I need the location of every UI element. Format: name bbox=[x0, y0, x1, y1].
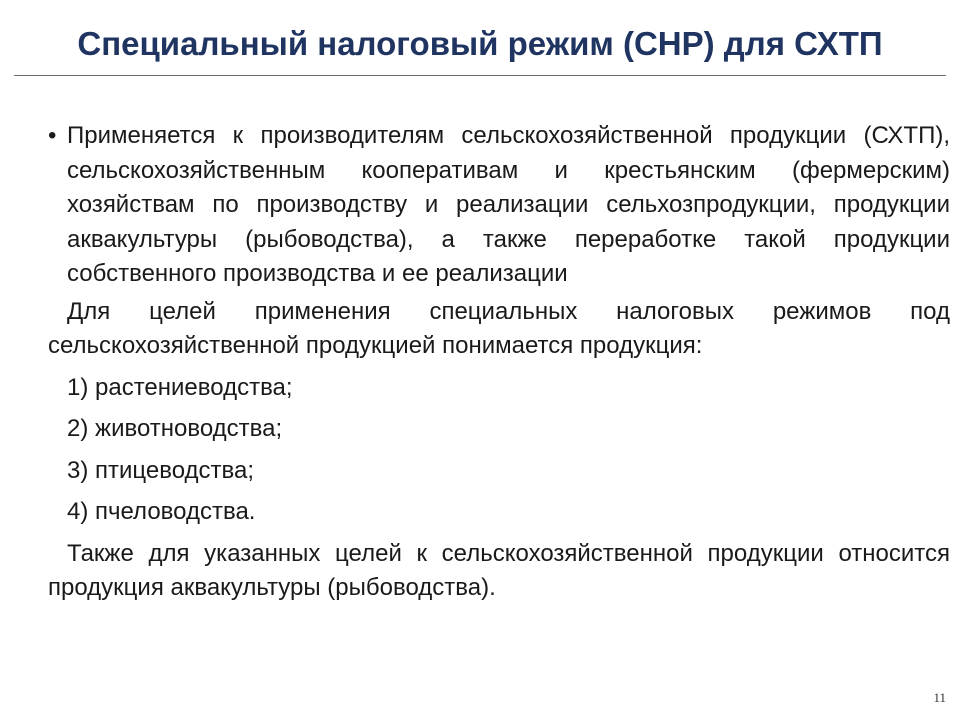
page-number: 11 bbox=[933, 690, 946, 705]
list-item: 3) птицеводства; bbox=[67, 456, 255, 484]
definition-paragraph: Для целей применения специальных налоговых режимов под сельскохозяйственной продукцией понимается продукция: bbox=[48, 297, 950, 359]
list-item: 2) животноводства; bbox=[67, 415, 283, 442]
list-item: 4) пчеловодства. bbox=[67, 498, 256, 525]
list-item: 1) растениеводства; bbox=[67, 373, 293, 401]
slide-title: Специальный налоговый режим (СНР) для СХТП bbox=[77, 25, 883, 62]
bullet-text: Применяется к производителям сельскохозяйственной продукции (СХТП), сельскохозяйственным кооперативам и крестьянским (фермерским) хозяйствам по производству и реализации сельхозпродукции, продукции аквакультуры (рыбоводства), а также переработке такой продукции собственного производства и ее реализации bbox=[67, 122, 950, 287]
title-divider bbox=[14, 75, 946, 76]
closing-paragraph: Также для указанных целей к сельскохозяйственной продукции относится продукция аквакультуры (рыбоводства). bbox=[48, 539, 950, 601]
bullet-icon: • bbox=[48, 122, 57, 149]
bullet-item bbox=[48, 119, 950, 292]
slide-content bbox=[48, 119, 950, 606]
